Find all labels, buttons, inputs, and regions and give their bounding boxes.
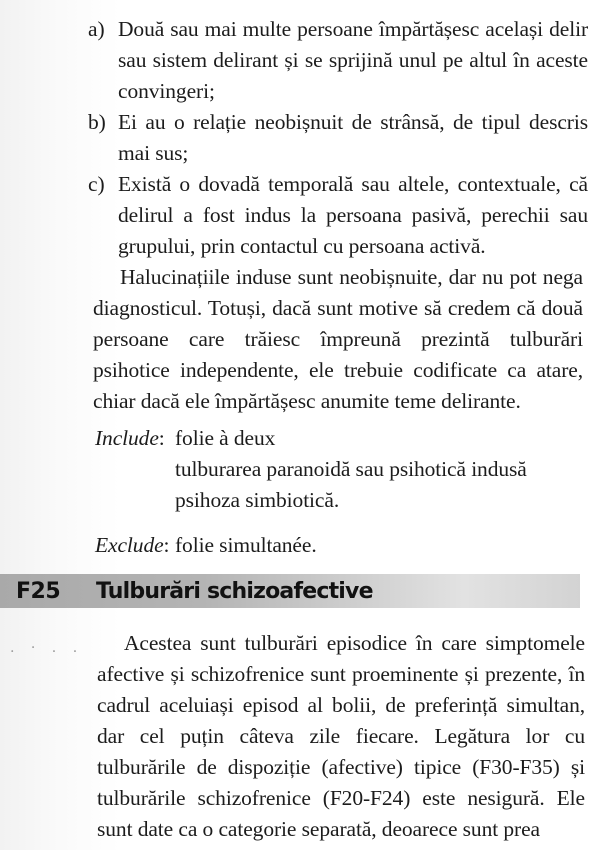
section-paragraph: Acestea sunt tulburări episodice în care simptomele afective și schizofrenice sunt proeminente și prezente, în cadrul aceluiași episod al bolii, de preferință simultan, dar cel puțin câteva zile fiecare. Legătura lor cu tulburările de dispoziție (afective) tipice (F30-F35) și tulburările schizofrenice (F20-F24) este nesigură. Ele sunt date ca o categorie separată, deoarece sunt prea <box>97 631 585 841</box>
criteria-marker: a) <box>88 17 105 41</box>
include-value: folie à deux <box>175 426 276 450</box>
section-title: Tulburări schizoafective <box>96 578 373 604</box>
exclude-value: folie simultanée. <box>175 533 317 557</box>
exclude-block <box>95 530 575 561</box>
include-values <box>175 423 575 516</box>
include-block <box>95 423 575 516</box>
criteria-list <box>88 14 588 262</box>
include-label: Include: <box>95 426 165 450</box>
section-code: F25 <box>16 578 61 604</box>
include-value: psihoza simbiotică. <box>175 488 340 512</box>
bleed-through-text <box>0 20 5 42</box>
section-header-bar <box>0 574 580 608</box>
paragraph-hallucinations: Halucinațiile induse sunt neobișnuite, dar nu pot nega diagnosticul. Totuși, dacă sunt motive să credem că două persoane care trăiesc împreună prezintă tulburări psihotice independente, ele trebuie codificate ca atare, chiar dacă ele împărtășesc anumite teme delirante. <box>93 265 583 413</box>
criteria-item-b <box>88 107 588 169</box>
criteria-text: Ei au o relație neobișnuit de strânsă, de tipul descris mai sus; <box>118 110 588 165</box>
criteria-marker: c) <box>88 172 105 196</box>
criteria-marker: b) <box>88 110 106 134</box>
criteria-item-a <box>88 14 588 107</box>
exclude-label: Exclude: <box>95 533 170 557</box>
decorative-specks: . · . . <box>10 640 84 656</box>
include-value: tulburarea paranoidă sau psihotică indusă <box>175 457 527 481</box>
criteria-text: Există o dovadă temporală sau altele, contextuale, că delirul a fost indus la persoana pasivă, perechii sau grupului, prin contactul cu persoana activă. <box>118 172 588 258</box>
criteria-item-c <box>88 169 588 262</box>
criteria-text: Două sau mai multe persoane împărtășesc același delir sau sistem delirant și se sprijină unul pe altul în aceste convingeri; <box>118 17 588 103</box>
